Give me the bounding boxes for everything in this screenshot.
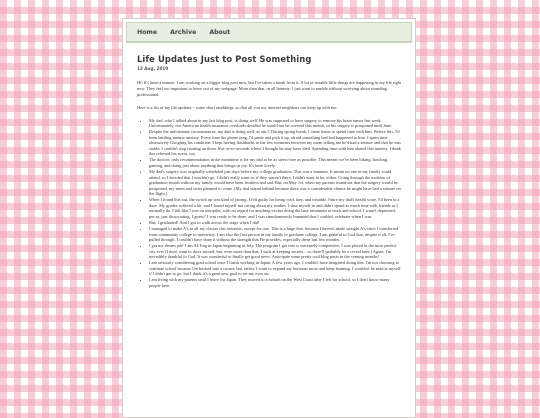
list-item: • My dad's surgery was originally scheduled just days before my college graduation. This was a bummer. It meant no one in my family could attend, so I decided that I wouldn't go. I didn't really want to, if they weren't there, I didn't want to be, either. Going through the motions of graduation rituals without my family would have been fruitless and sad. But, on May 1st, when my parents found out that the surgery would be postponed, my mom and sister planned to come. (My dad stayed behind because there was a considerable chance he might have had a seizure on the flight.) (149, 169, 402, 197)
list-item: • I managed to make A's in all my classes this semester, except for one. This is a huge feat, because I haven't made straight A's since I transferred from community college to university. I am also the first person in my family to graduate college. I am grateful to God that, despite it all, I've pulled through. I couldn't have done it without the strength that He provides, especially these last few months. (149, 226, 402, 243)
blog-page (122, 18, 416, 418)
post-date: 13 Aug, 2010 (137, 66, 169, 71)
post-content (123, 54, 415, 289)
list-item: • When I found this out, the switch up was kind of jarring. I felt guilty for being cold, lazy, and irritable. Since my dad's health scare, I'd been in a daze. My grades suffered a bit, and I found myself not caring about my studies. I shut myself in and didn't spend as much time with friends as I normally do. I felt like I was on autopilot, with no regard for anything except doing the bare minimum at work and school. I wasn't depressed, per se, just dissociating, I guess? I was ready to be done, and I was simultaneously bummed that I couldn't celebrate when I was. (149, 197, 402, 219)
list-item: • I am living with my parents until I leave for Japan. They moved to a suburb on the West Coast after I left for school, so I don't know many people here. (149, 277, 402, 288)
nav-bar (126, 22, 412, 43)
intro-paragraph: Hi! It's been a minute. I am working on a bigger blog post now, but I've taken a break from it. A lot of notable little things are happening in my life right now. They feel too important to leave out of my webpage. More than that, in all honesty, I just want to ramble without worrying about sounding professional. (137, 80, 402, 97)
list-item: • I am seriously considering grad school once I finish working in Japan. A few years ago, I couldn't have imagined doing this. I'm not choosing to continue school because I'm backed into a corner, but, rather, I want to expand my horizons more and keep learning. I wouldn't be mad at myself if I didn't get to go, but I think it's a great new goal to set my eyes on. (149, 260, 402, 277)
list-item: • The doctors' only recommendation in the meantime is for my dad to be as stress-free as possible. This means we've been hiking, bowling, gaming, and doing just about anything that brings us joy. It's been lovely. (149, 157, 402, 168)
post-title[interactable]: Life Updates Just to Post Something (137, 54, 312, 64)
list-item: • I got my dream job! I am ALTing in Japan beginning in July. The program I got into is extremely competitive, I was placed in the most perfect city ever (I don't want to doxx myself, but, even more than that, I suck at keeping secrets... so there'll probably be a reveal later.) Again, I'm incredibly thankful to God. It was wonderful to finally get good news. Anticipate some pretty cool blog posts in the coming months! (149, 243, 402, 260)
nav-archive-link[interactable]: Archive (170, 28, 197, 36)
updates-list (137, 118, 402, 289)
list-item: • Despite the unfortunate circumstances, my dad is doing well, as am I. During spring break, I came home to spend time with him. Before this, I'd been battling intense anxiety. Every time the phone rang, I'd panic and pick it up, afraid something bad had happened to him. I spent time obsessively Googling his condition. I kept having flashbacks to the few moments between my mom telling me he'd had a seizure and that he was stable; I couldn't stop fixating on those five-or-so-seconds where I thought he may have died. Spending time with him abated this anxiety. I think this relieved his stress, too. (149, 129, 402, 157)
list-item: • But, I graduated! And I got to walk across the stage when I did! (149, 220, 402, 226)
intro-paragraph: Here is a list of my life updates ~ some short ramblings, so that all you my internet neighbors can keep up with me: (137, 104, 338, 110)
nav-about-link[interactable]: About (209, 28, 231, 36)
nav-home-link[interactable]: Home (137, 28, 158, 36)
list-item: • My dad, who I talked about in my last blog post, is doing well. He was supposed to have surgery to remove his brain tumor last week. Unfortunately, our American health insurance overlords decided he would not be covered this month, so his surgery is postponed until June. (149, 118, 402, 129)
